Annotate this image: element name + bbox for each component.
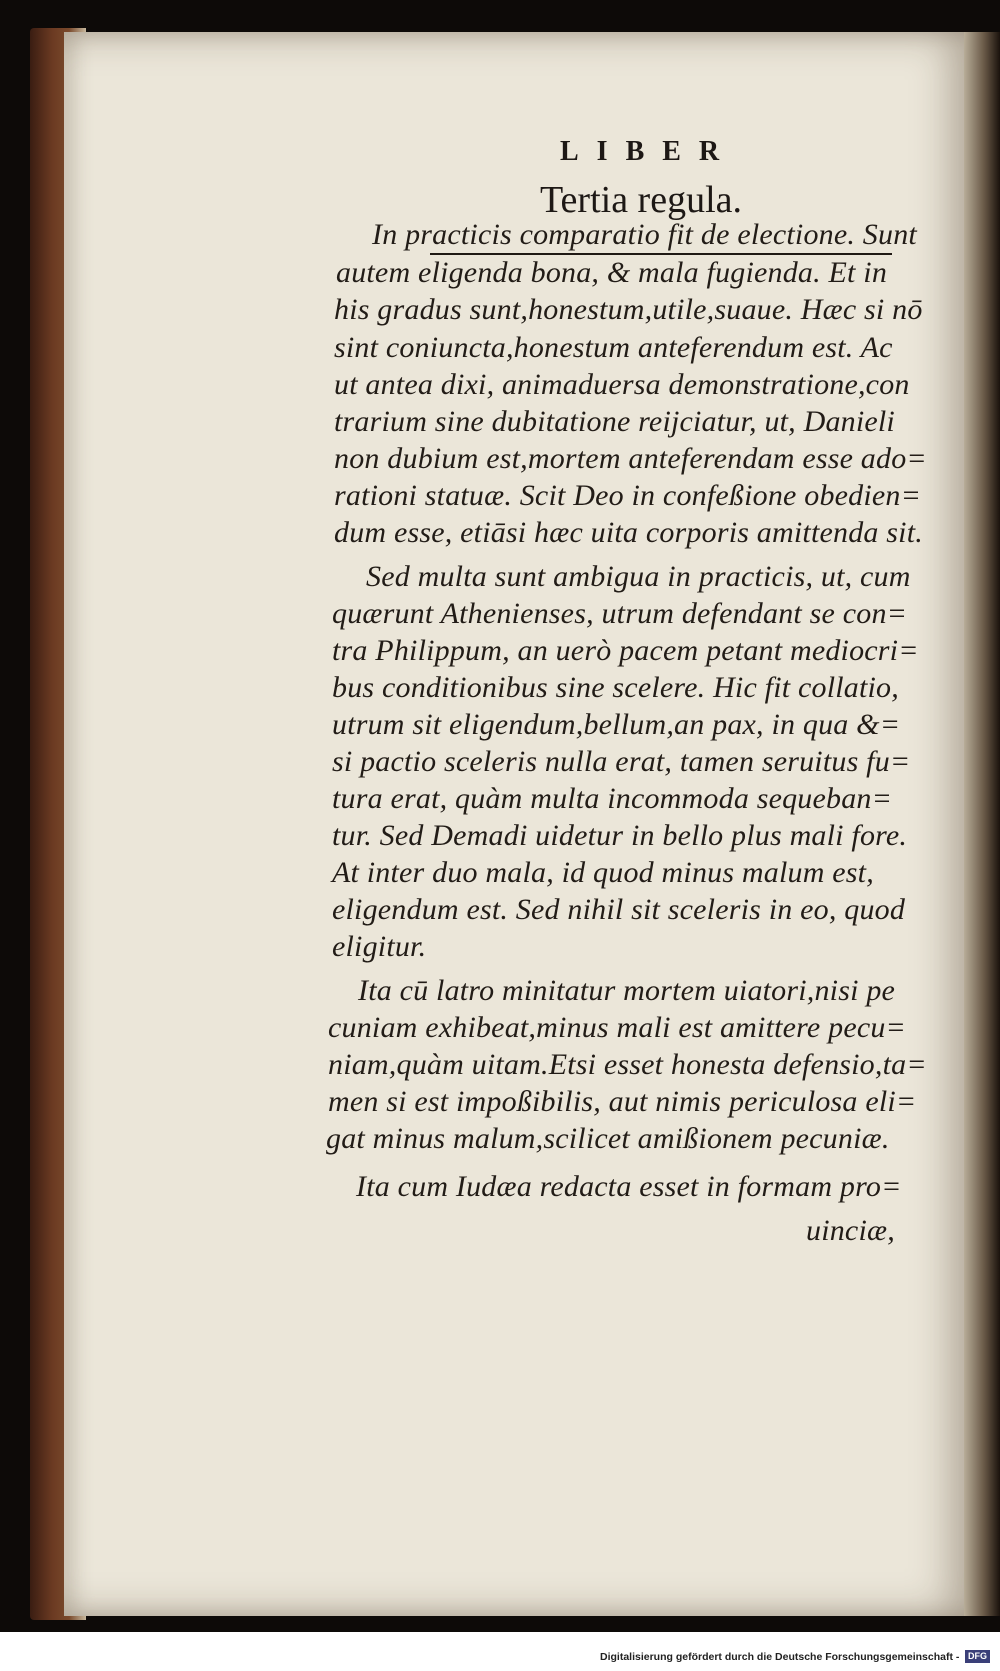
text-line: tur. Sed Demadi uidetur in bello plus mali fore. bbox=[332, 819, 908, 852]
text-line: tura erat, quàm multa incommoda sequeban= bbox=[332, 782, 893, 815]
text-line: his gradus sunt,honestum,utile,suaue. Hæc si nō bbox=[334, 293, 923, 326]
text-line: Sed multa sunt ambigua in practicis, ut, cum bbox=[366, 560, 911, 593]
page-gutter-shadow bbox=[964, 32, 1000, 1616]
dfg-logo: DFG bbox=[965, 1650, 990, 1663]
text-line: eligendum est. Sed nihil sit sceleris in eo, quod bbox=[332, 893, 906, 926]
text-line: trarium sine dubitatione reijciatur, ut, Danieli bbox=[334, 405, 895, 438]
text-line: eligitur. bbox=[332, 930, 427, 963]
text-line: Ita cum Iudæa redacta esset in formam pro= bbox=[356, 1170, 902, 1203]
text-line: tra Philippum, an uerò pacem petant mediocri= bbox=[332, 634, 919, 667]
text-line: Ita cū latro minitatur mortem uiatori,nisi pe bbox=[358, 974, 896, 1007]
text-line: ut antea dixi, animaduersa demonstratione,con bbox=[334, 368, 910, 401]
text-line: At inter duo mala, id quod minus malum est, bbox=[332, 856, 874, 889]
text-line: men si est impoßibilis, aut nimis periculosa eli= bbox=[328, 1085, 917, 1118]
text-line: autem eligenda bona, & mala fugienda. Et in bbox=[336, 256, 888, 289]
digitization-credit: Digitalisierung gefördert durch die Deutsche Forschungsgemeinschaft - bbox=[600, 1651, 960, 1663]
text-line: bus conditionibus sine scelere. Hic fit collatio, bbox=[332, 671, 899, 704]
strikethrough-mark bbox=[430, 253, 892, 255]
text-line: si pactio sceleris nulla erat, tamen seruitus fu= bbox=[332, 745, 911, 778]
text-line: cuniam exhibeat,minus mali est amittere pecu= bbox=[328, 1011, 907, 1044]
text-line: niam,quàm uitam.Etsi esset honesta defensio,ta= bbox=[328, 1048, 927, 1081]
text-line: gat minus malum,scilicet amißionem pecuniæ. bbox=[326, 1122, 890, 1155]
text-line: In practicis comparatio fit de electione. Sunt bbox=[372, 218, 917, 251]
text-line: utrum sit eligendum,bellum,an pax, in qua &= bbox=[332, 708, 901, 741]
text-line: rationi statuæ. Scit Deo in confeßione obedien= bbox=[334, 479, 922, 512]
text-line: quærunt Athenienses, utrum defendant se con= bbox=[332, 597, 908, 630]
catchword: uinciæ, bbox=[806, 1214, 895, 1247]
running-header: LIBER bbox=[560, 136, 738, 167]
section-title: Tertia regula. bbox=[540, 179, 743, 221]
text-line: sint coniuncta,honestum anteferendum est. Ac bbox=[334, 331, 893, 364]
text-line: non dubium est,mortem anteferendam esse ado= bbox=[334, 442, 927, 475]
text-line: dum esse, etiāsi hæc uita corporis amittenda sit. bbox=[334, 516, 923, 549]
